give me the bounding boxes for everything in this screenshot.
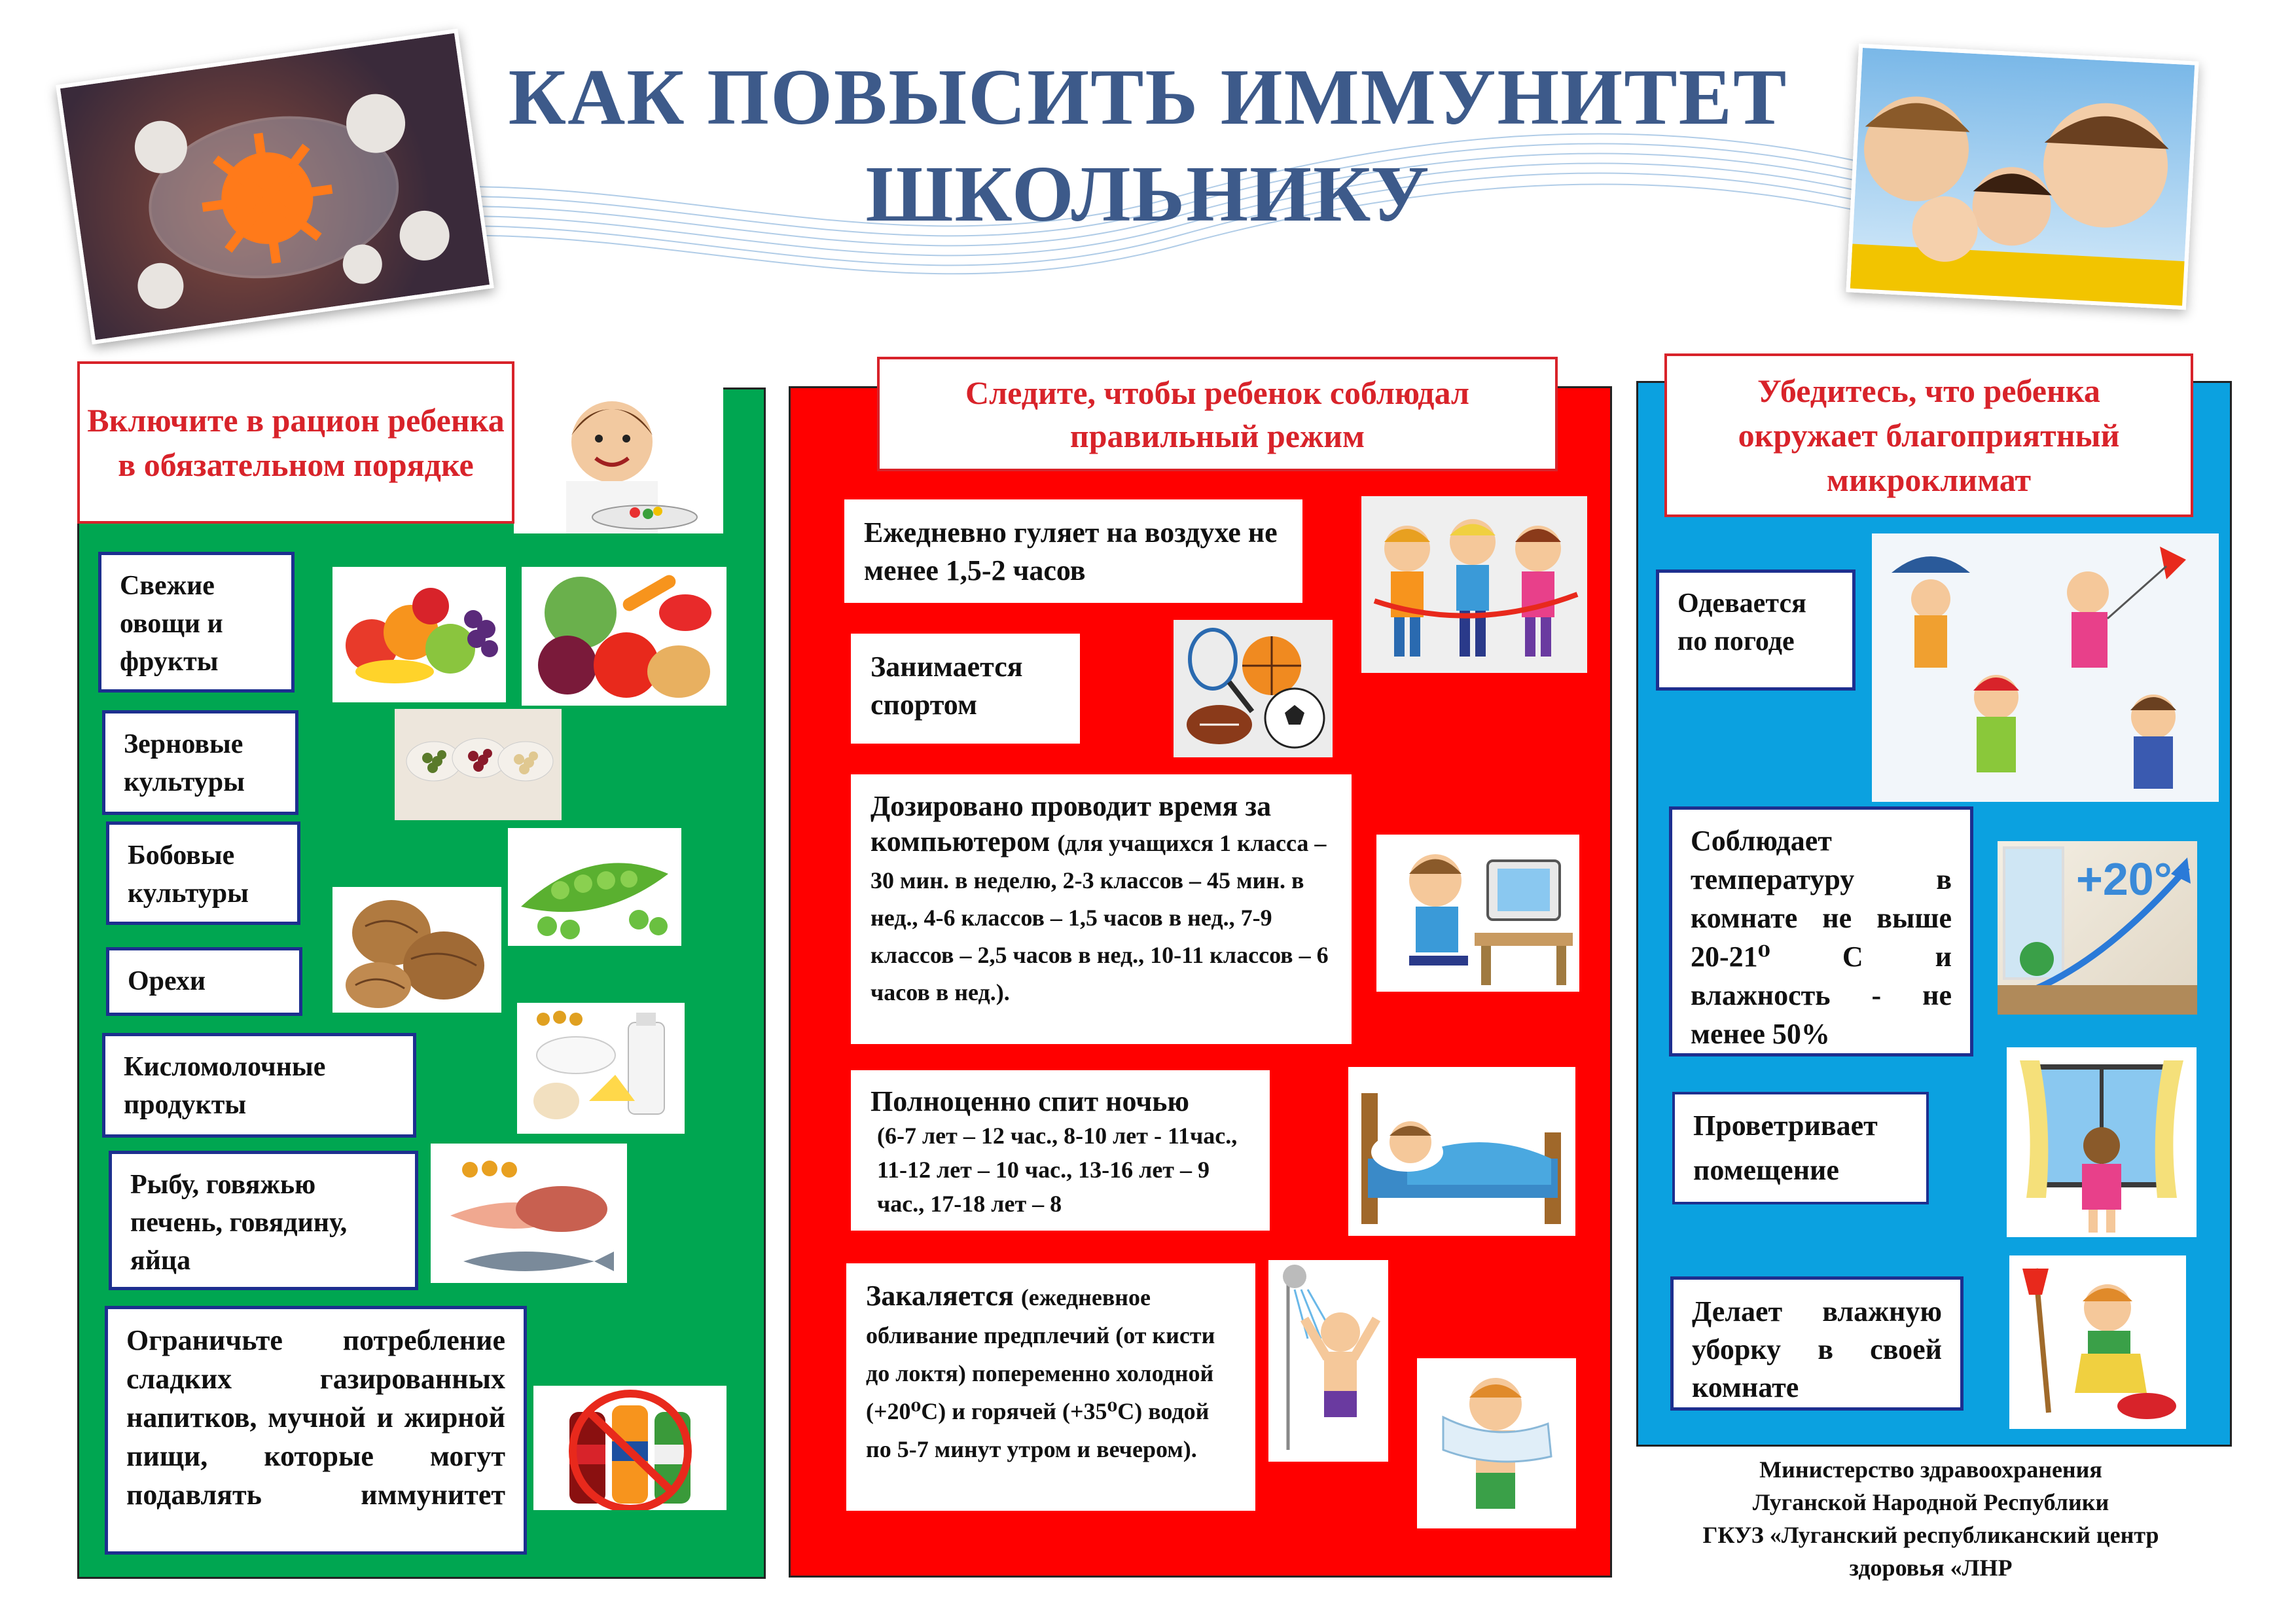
item-fish-meat: Рыбу, говяжью печень, говядину, яйца: [109, 1151, 418, 1290]
cleaning-box: [1670, 1276, 1964, 1411]
boy-eating-image: [514, 383, 723, 533]
dairy-image: [517, 1003, 685, 1134]
footer-line-1: Министерство здравоохранения: [1759, 1456, 2102, 1483]
computer-box: [851, 774, 1352, 1044]
footer-credits: [1617, 1453, 2245, 1584]
hardening-box: [846, 1263, 1255, 1511]
footer-line-4: здоровья «ЛНР: [1849, 1555, 2013, 1581]
computer-lead: Дозировано проводит время за компьютером: [870, 790, 1272, 857]
item-nuts: Орехи: [106, 947, 302, 1016]
children-walking-image: [1361, 496, 1587, 673]
item-legumes: Бобовые культуры: [106, 821, 300, 925]
grains-image: [395, 709, 562, 820]
room-thermometer-image: [1998, 841, 2197, 1015]
left-panel-header: Включите в рацион ребенка в обязательном порядке: [77, 361, 514, 524]
page-title: [0, 49, 2296, 243]
title-line-2: ШКОЛЬНИКУ: [865, 150, 1431, 238]
ventilation-box: Проветривает помещение: [1672, 1092, 1929, 1204]
walk-box: Ежедневно гуляет на воздухе не менее 1,5-2 часов: [844, 499, 1302, 603]
middle-panel-header: Следите, чтобы ребенок соблюдал правильный режим: [877, 357, 1558, 471]
temperature-text: Соблюдает температуру в комнате не выше 20-21⁰ С и влажность - не менее 50%: [1691, 825, 1952, 1050]
girl-cleaning-image: [2009, 1255, 2186, 1429]
title-line-1: КАК ПОВЫСИТЬ ИММУНИТЕТ: [508, 53, 1788, 141]
vegetables-image: [522, 567, 726, 706]
temperature-badge: +20°: [2076, 854, 2172, 905]
girl-window-image: [2007, 1047, 2197, 1237]
item-fresh-vegetables: Свежие овощи и фрукты: [98, 552, 295, 693]
fruits-image: [332, 567, 506, 702]
sports-balls-image: [1174, 620, 1333, 757]
footer-line-2: Луганской Народной Республики: [1752, 1489, 2109, 1515]
child-computer-image: [1376, 835, 1579, 992]
children-weather-image: [1872, 533, 2219, 802]
fish-meat-image: [431, 1144, 627, 1283]
right-panel-header: Убедитесь, что ребенка окружает благоприятный микроклимат: [1664, 353, 2193, 517]
walnuts-image: [332, 887, 501, 1013]
item-dairy: Кисломолочные продукты: [102, 1033, 416, 1138]
cleaning-text: Делает влажную уборку в своей комнате: [1692, 1295, 1942, 1403]
child-shower-image: [1268, 1260, 1388, 1462]
sleep-note: (6-7 лет – 12 час., 8-10 лет - 11час., 11-12 лет – 10 час., 13-16 лет – 9 час., 17-18 лет – 8: [877, 1123, 1238, 1217]
temperature-box: [1669, 806, 1973, 1056]
sport-box: Занимается спортом: [851, 634, 1080, 744]
limit-sugar-text: Ограничьте потребление сладких газированных напитков, мучной и жирной пищи, которые могут подавлять иммунитет: [126, 1324, 505, 1511]
weather-box: Одевается по погоде: [1656, 569, 1856, 691]
sleep-box: [851, 1070, 1270, 1231]
hardening-note: (ежедневное обливание предплечий (от кисти до локтя) попеременно холодной (+20⁰С) и горячей (+35⁰С) водой по 5-7 минут утром и вечером).: [866, 1284, 1215, 1462]
child-sleeping-image: [1348, 1067, 1575, 1236]
hardening-lead: Закаляется: [866, 1280, 1014, 1312]
item-grains: Зерновые культуры: [102, 710, 298, 815]
footer-line-3: ГКУЗ «Луганский республиканский центр: [1702, 1522, 2159, 1548]
limit-sugar-box: [105, 1306, 527, 1555]
child-towel-image: [1417, 1358, 1576, 1528]
sleep-lead: Полноценно спит ночью: [870, 1085, 1190, 1117]
computer-note: (для учащихся 1 класса – 30 мин. в неделю, 2-3 классов – 45 мин. в нед., 4-6 классов – 1,5 часов в нед., 7-9 классов – 2,5 часов в нед., 10-11 классов – 6 часов в нед.).: [870, 830, 1329, 1005]
no-soda-image: [533, 1386, 726, 1510]
peas-image: [508, 828, 681, 946]
